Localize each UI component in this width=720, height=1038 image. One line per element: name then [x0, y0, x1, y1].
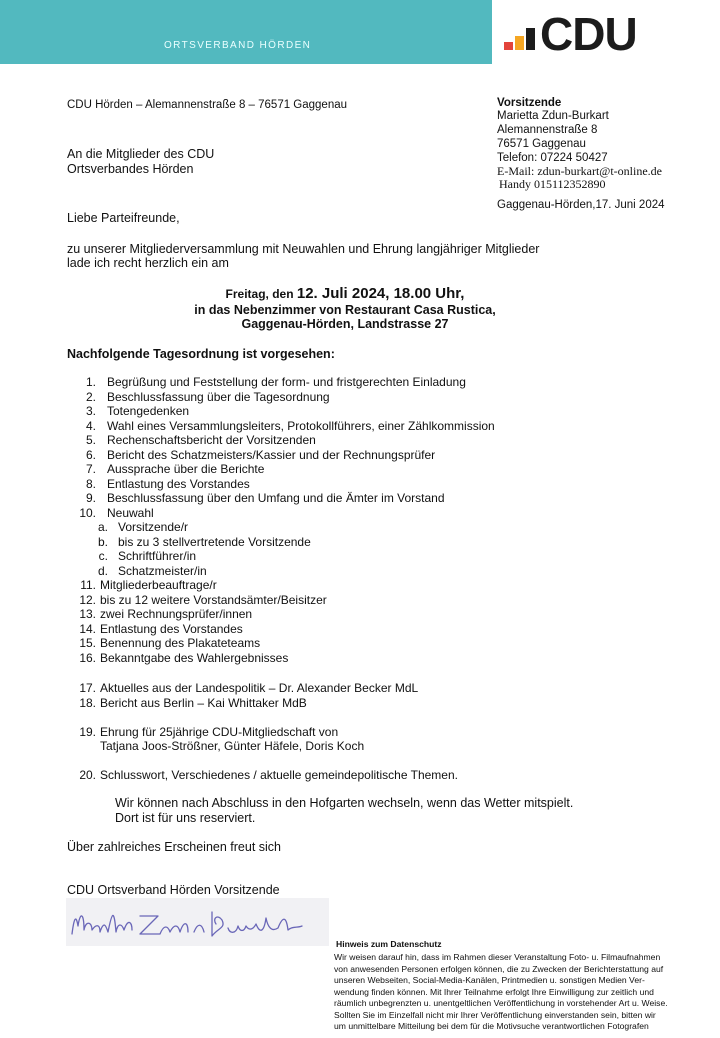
signature-area: [66, 898, 329, 946]
contact-mobile: Handy 015112352890: [499, 177, 606, 191]
note-line-2: Dort ist für uns reserviert.: [115, 811, 256, 825]
privacy-line: unseren Webseiten, Social-Media-Kanälen, Printmedien u. sonstigen Medien Ver-: [334, 975, 645, 985]
event-prefix: Freitag, den: [225, 287, 297, 301]
contact-name: Marietta Zdun-Burkart: [497, 110, 609, 122]
privacy-line: Wir weisen darauf hin, dass im Rahmen dieser Veranstaltung Foto- u. Filmaufnahmen: [334, 952, 661, 962]
contact-phone: Telefon: 07224 50427: [497, 152, 608, 164]
event-datetime: 12. Juli 2024, 18.00 Uhr,: [296, 285, 465, 302]
privacy-line: wendung finden können. Mit Ihrer Teilnahme erfolgt Ihre Einwilligung zur zeitlich und: [334, 986, 654, 997]
recipient-line-2: Ortsverbandes Hörden: [67, 162, 194, 176]
privacy-heading: Hinweis zum Datenschutz: [336, 939, 442, 949]
contact-heading: Vorsitzende: [497, 97, 562, 109]
event-address: Gaggenau-Hörden, Landstrasse 27: [241, 317, 449, 331]
agenda-list: 1. Begrüßung und Feststellung der form- und fristgerechten Einladung 2. Beschlussfassung über die Tagesordnung 3. Totengedenken 4. Wahl eines Versammlungsleiters, Protokollführers, einer Zählkommission 5. Rechenschaftsbericht der Vorsitzenden 6. Bericht des Schatzmeisters/Kassier und der Rechnungsprüfer 7. Aussprache über die Berichte 8. Entlastung des Vorstandes 9. Beschlussfassung über den Umfang und die Ämter im Vorstand 10. Neuwahl a. Vorsitzende/r b. bis zu 3 stellvertretende Vorsitzende c. Schriftführer/in d. Schatzmeister/in 11. Mitgliederbeauftrage/r 12. bis zu 12 weitere Vorstandsämter/Beisitzer 13. zwei Rechnungsprüfer/innen 14. Entlastung des Vorstandes 15. Benennung des Plakateteams 16. Bekanntgabe des Wahlergebnisses 17. Aktuelles aus der Landespolitik – Dr. Alexander Becker MdL 18. Bericht aus Berlin – Kai Whittaker MdB 19. Ehrung für 25jährige CDU-Mitgliedschaft von Tatjana Joos-Strößner, Günter Häfele, Doris Koch 20. Schlusswort, Verschiedenes / aktuelle gemeindepolitische Themen.: [79, 375, 495, 782]
intro-line-1: zu unserer Mitgliederversammlung mit Neuwahlen und Ehrung langjähriger Mitglieder: [67, 242, 540, 256]
contact-city: 76571 Gaggenau: [497, 138, 586, 150]
signatory: CDU Ortsverband Hörden Vorsitzende: [67, 883, 280, 897]
date-line: Gaggenau-Hörden,17. Juni 2024: [497, 199, 665, 211]
logo-text: CDU: [540, 12, 637, 54]
privacy-line: von anwesenden Personen erfolgen können, die zu Zwecken der Berichterstattung auf: [334, 963, 664, 974]
note-line-1: Wir können nach Abschluss in den Hofgarten wechseln, wenn das Wetter mitspielt.: [115, 796, 574, 810]
contact-email: E-Mail: zdun-burkart@t-online.de: [497, 164, 662, 178]
closing: Über zahlreiches Erscheinen freut sich: [67, 840, 281, 854]
org-label: ORTSVERBAND HÖRDEN: [164, 40, 312, 51]
signature-text: Marietta Zdun-Burkart: [70, 944, 80, 945]
contact-street: Alemannenstraße 8: [497, 124, 598, 136]
privacy-line: um unmittelbare Mitteilung bei dem für die Motivsuche verantwortlichen Fotografen: [334, 1021, 649, 1031]
signature-image: [66, 898, 329, 946]
agenda-heading: Nachfolgende Tagesordnung ist vorgesehen:: [67, 347, 335, 361]
privacy-line: räumlich unbegrenzten u. unentgeltlichen Veröffentlichung in vorstehender Art u. Weise.: [334, 998, 668, 1008]
recipient-line-1: An die Mitglieder des CDU: [67, 147, 215, 161]
intro-line-2: lade ich recht herzlich ein am: [67, 256, 229, 270]
sender-line: CDU Hörden – Alemannenstraße 8 – 76571 Gaggenau: [67, 99, 348, 111]
privacy-line: Sollten Sie im Einzelfall nicht mir Ihrer Veröffentlichung einverstanden sein, bitten wir: [334, 1009, 656, 1020]
event-venue: in das Nebenzimmer von Restaurant Casa Rustica,: [194, 303, 496, 317]
salutation: Liebe Parteifreunde,: [67, 211, 180, 225]
